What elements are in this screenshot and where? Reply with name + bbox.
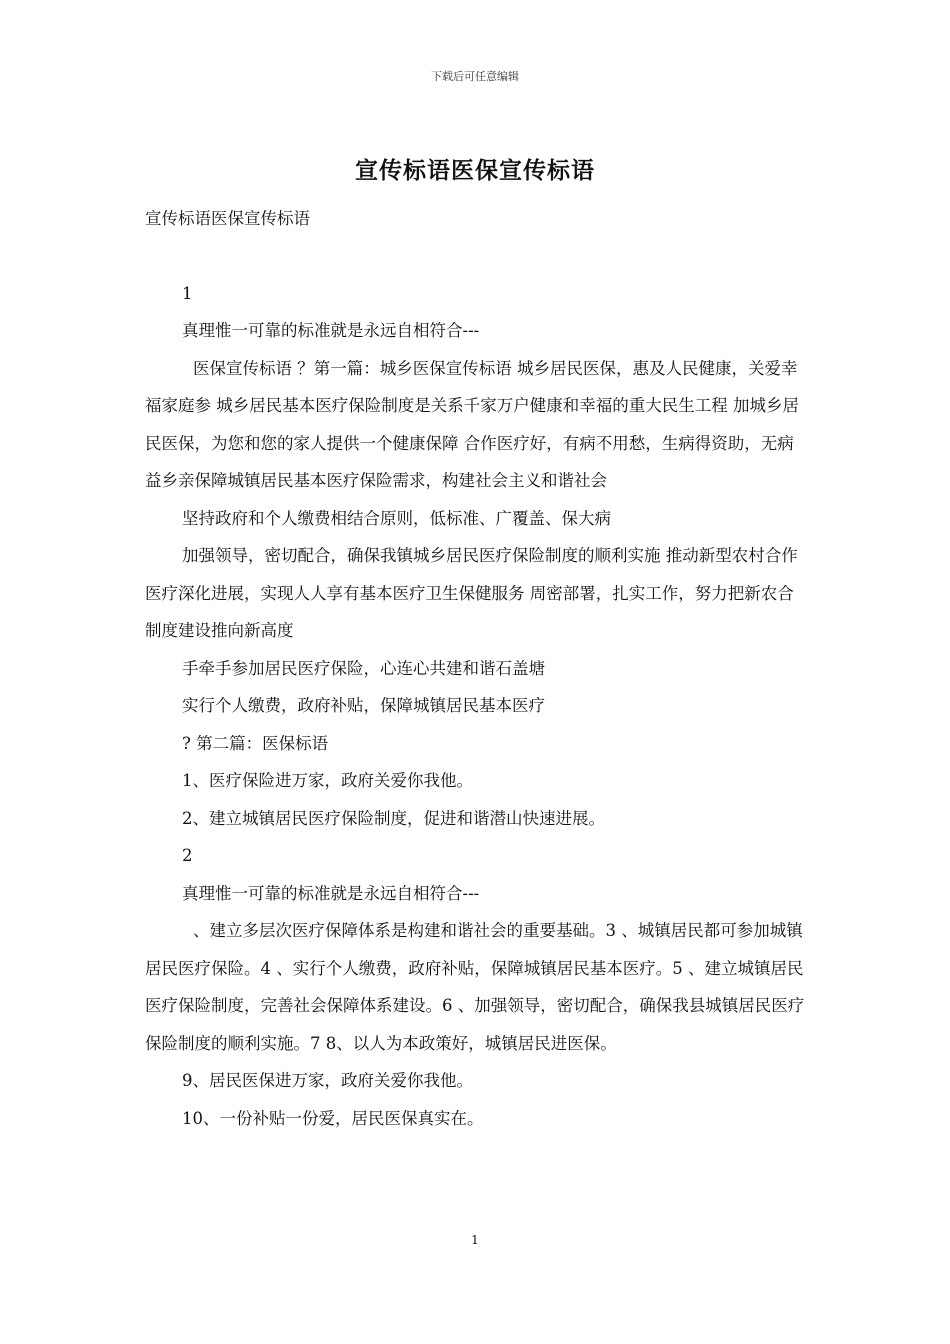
paragraph: 实行个人缴费，政府补贴，保障城镇居民基本医疗: [182, 696, 545, 715]
section-number: 1: [182, 283, 193, 303]
list-item: 10、一份补贴一份爱，居民医保真实在。: [182, 1108, 484, 1128]
page-number: 1: [471, 1233, 479, 1247]
quote-line: 真理惟一可靠的标准就是永远自相符合---: [182, 883, 480, 903]
list-item: 9、居民医保进万家，政府关爱你我他。: [182, 1071, 473, 1090]
list-item: 2、建立城镇居民医疗保险制度，促进和谐潜山快速进展。: [182, 808, 605, 828]
paragraph: 、建立多层次医疗保障体系是构建和谐社会的重要基础。3 、城镇居民都可参加城镇居民医疗保险。4 、实行个人缴费，政府补贴，保障城镇居民基本医疗。5 、建立城镇居民医疗保险制度，完善社会保障体系建设。6 、加强领导，密切配合，确保我县城镇居民医疗保险制度的顺利实施。7 8、以人为本政策好，城镇居民进医保。: [145, 921, 805, 1053]
section-number: 2: [182, 846, 193, 865]
paragraph: 手牵手参加居民医疗保险，心连心共建和谐石盖塘: [182, 658, 545, 678]
list-item: 1、医疗保险进万家，政府关爱你我他。: [182, 771, 473, 790]
subtitle-line: 宣传标语医保宣传标语: [145, 209, 310, 228]
paragraph: 坚持政府和个人缴费相结合原则，低标准、广覆盖、保大病: [182, 508, 611, 528]
document-body: [145, 200, 805, 1137]
quote-line: 真理惟一可靠的标准就是永远自相符合---: [182, 321, 480, 340]
document-title: 宣传标语医保宣传标语: [355, 157, 595, 184]
paragraph: 加强领导，密切配合，确保我镇城乡居民医疗保险制度的顺利实施 推动新型农村合作医疗深化进展，实现人人享有基本医疗卫生保健服务 周密部署，扎实工作，努力把新农合制度建设推向新高度: [145, 546, 798, 640]
header-note: 下载后可任意编辑: [431, 70, 519, 83]
blank-line: [145, 238, 805, 275]
paragraph: 医保宣传标语 ？第一篇：城乡医保宣传标语 城乡居民医保，惠及人民健康，关爱幸福家庭参 城乡居民基本医疗保险制度是关系千家万户健康和幸福的重大民生工程 加城乡居民医保，为您和您的家人提供一个健康保障 合作医疗好，有病不用愁，生病得资助，无病益乡亲保障城镇居民基本医疗保险需求，构建社会主义和谐社会: [145, 358, 799, 490]
section-heading: ? 第二篇：医保标语: [182, 733, 329, 753]
